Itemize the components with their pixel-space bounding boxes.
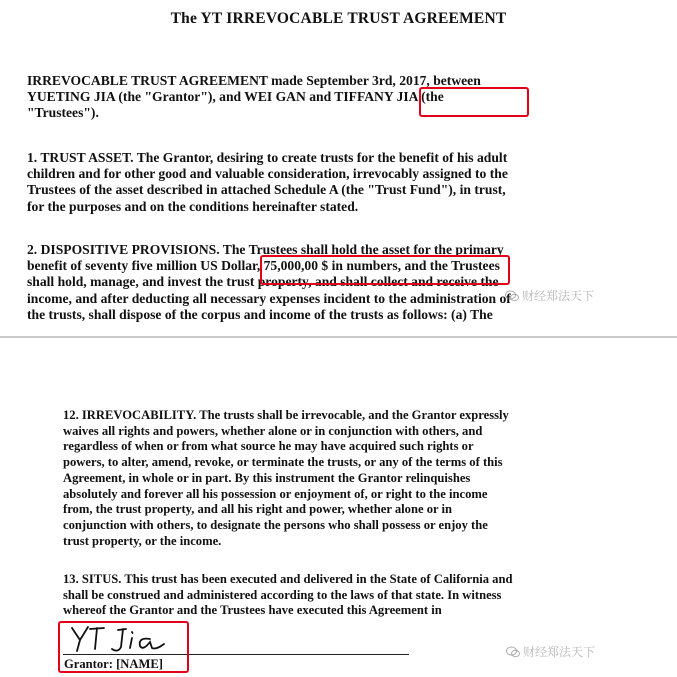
- text-line: "Trustees").: [27, 105, 99, 121]
- text-line: trust property, or the income.: [63, 533, 222, 548]
- watermark: [505, 287, 594, 304]
- irrevocability-paragraph: [63, 408, 623, 549]
- intro-paragraph: [27, 73, 652, 122]
- trustee-name-highlight: [419, 87, 529, 117]
- text-line: income, and after deducting all necessary expenses incident to the administration of: [27, 290, 511, 306]
- text-line: powers, to alter, amend, revoke, or terminate the trusts, or any of the terms of this: [63, 455, 503, 470]
- text-line: benefit of seventy five million US Dollar, 75,000,00 $ in numbers, and the Trustees: [27, 258, 500, 274]
- text-line: children and for other good and valuable consideration, irrevocably assigned to the: [27, 166, 508, 182]
- text-line: 1. TRUST ASSET. The Grantor, desiring to create trusts for the benefit of his adult: [27, 150, 508, 165]
- text-line: the trusts, shall dispose of the corpus and income of the trusts as follows: (a) The: [27, 306, 493, 322]
- trust-amount-highlight: [260, 255, 510, 285]
- watermark-text: 财经郑法天下: [523, 645, 596, 659]
- text-line: for the purposes and on the conditions hereinafter stated.: [27, 198, 359, 214]
- watermark: [506, 643, 595, 660]
- text-line: 12. IRREVOCABILITY. The trusts shall be irrevocable, and the Grantor expressly: [63, 408, 509, 422]
- text-line: Trustees of the asset described in attached Schedule A (the "Trust Fund"), in trust,: [27, 182, 506, 198]
- text-line: from, the trust property, and all his right and power, whether alone or in: [63, 502, 453, 517]
- text-line: 2. DISPOSITIVE PROVISIONS. The Trustees shall hold the asset for the primary: [27, 242, 504, 257]
- text-line: Agreement, in whole or in part. By this instrument the Grantor relinquishes: [63, 470, 471, 485]
- signature-highlight: [58, 621, 189, 673]
- wechat-icon: [506, 646, 520, 658]
- grantor-label: Grantor: [NAME]: [64, 657, 163, 671]
- text-line: YUETING JIA (the "Grantor"), and WEI GAN and TIFFANY JIA (the: [27, 89, 444, 105]
- text-line: 13. SITUS. This trust has been executed and delivered in the State of California and: [63, 572, 513, 586]
- text-line: waives all rights and powers, whether alone or in conjunction with others, and: [63, 423, 483, 438]
- text-line: IRREVOCABLE TRUST AGREEMENT made September 3rd, 2017, between: [27, 73, 481, 88]
- text-line: shall be construed and administered according to the laws of that state. In witness: [63, 587, 502, 602]
- trust-asset-paragraph: [27, 150, 652, 215]
- text-line: whereof the Grantor and the Trustees have executed this Agreement in: [63, 603, 442, 618]
- document-title: The YT IRREVOCABLE TRUST AGREEMENT: [170, 10, 507, 27]
- text-line: regardless of when or from what source he may have acquired such rights or: [63, 439, 474, 454]
- wechat-icon: [505, 290, 519, 302]
- situs-paragraph: [63, 572, 623, 619]
- document-page-bottom: [0, 338, 677, 677]
- text-line: absolutely and forever all his possession or enjoyment of, or right to the income: [63, 486, 488, 501]
- document-page-top: [0, 0, 677, 336]
- text-line: shall hold, manage, and invest the trust property, and shall collect and receive the: [27, 274, 499, 290]
- watermark-text: 财经郑法天下: [522, 289, 595, 303]
- text-line: conjunction with others, to designate the persons who shall possess or enjoy the: [63, 517, 488, 532]
